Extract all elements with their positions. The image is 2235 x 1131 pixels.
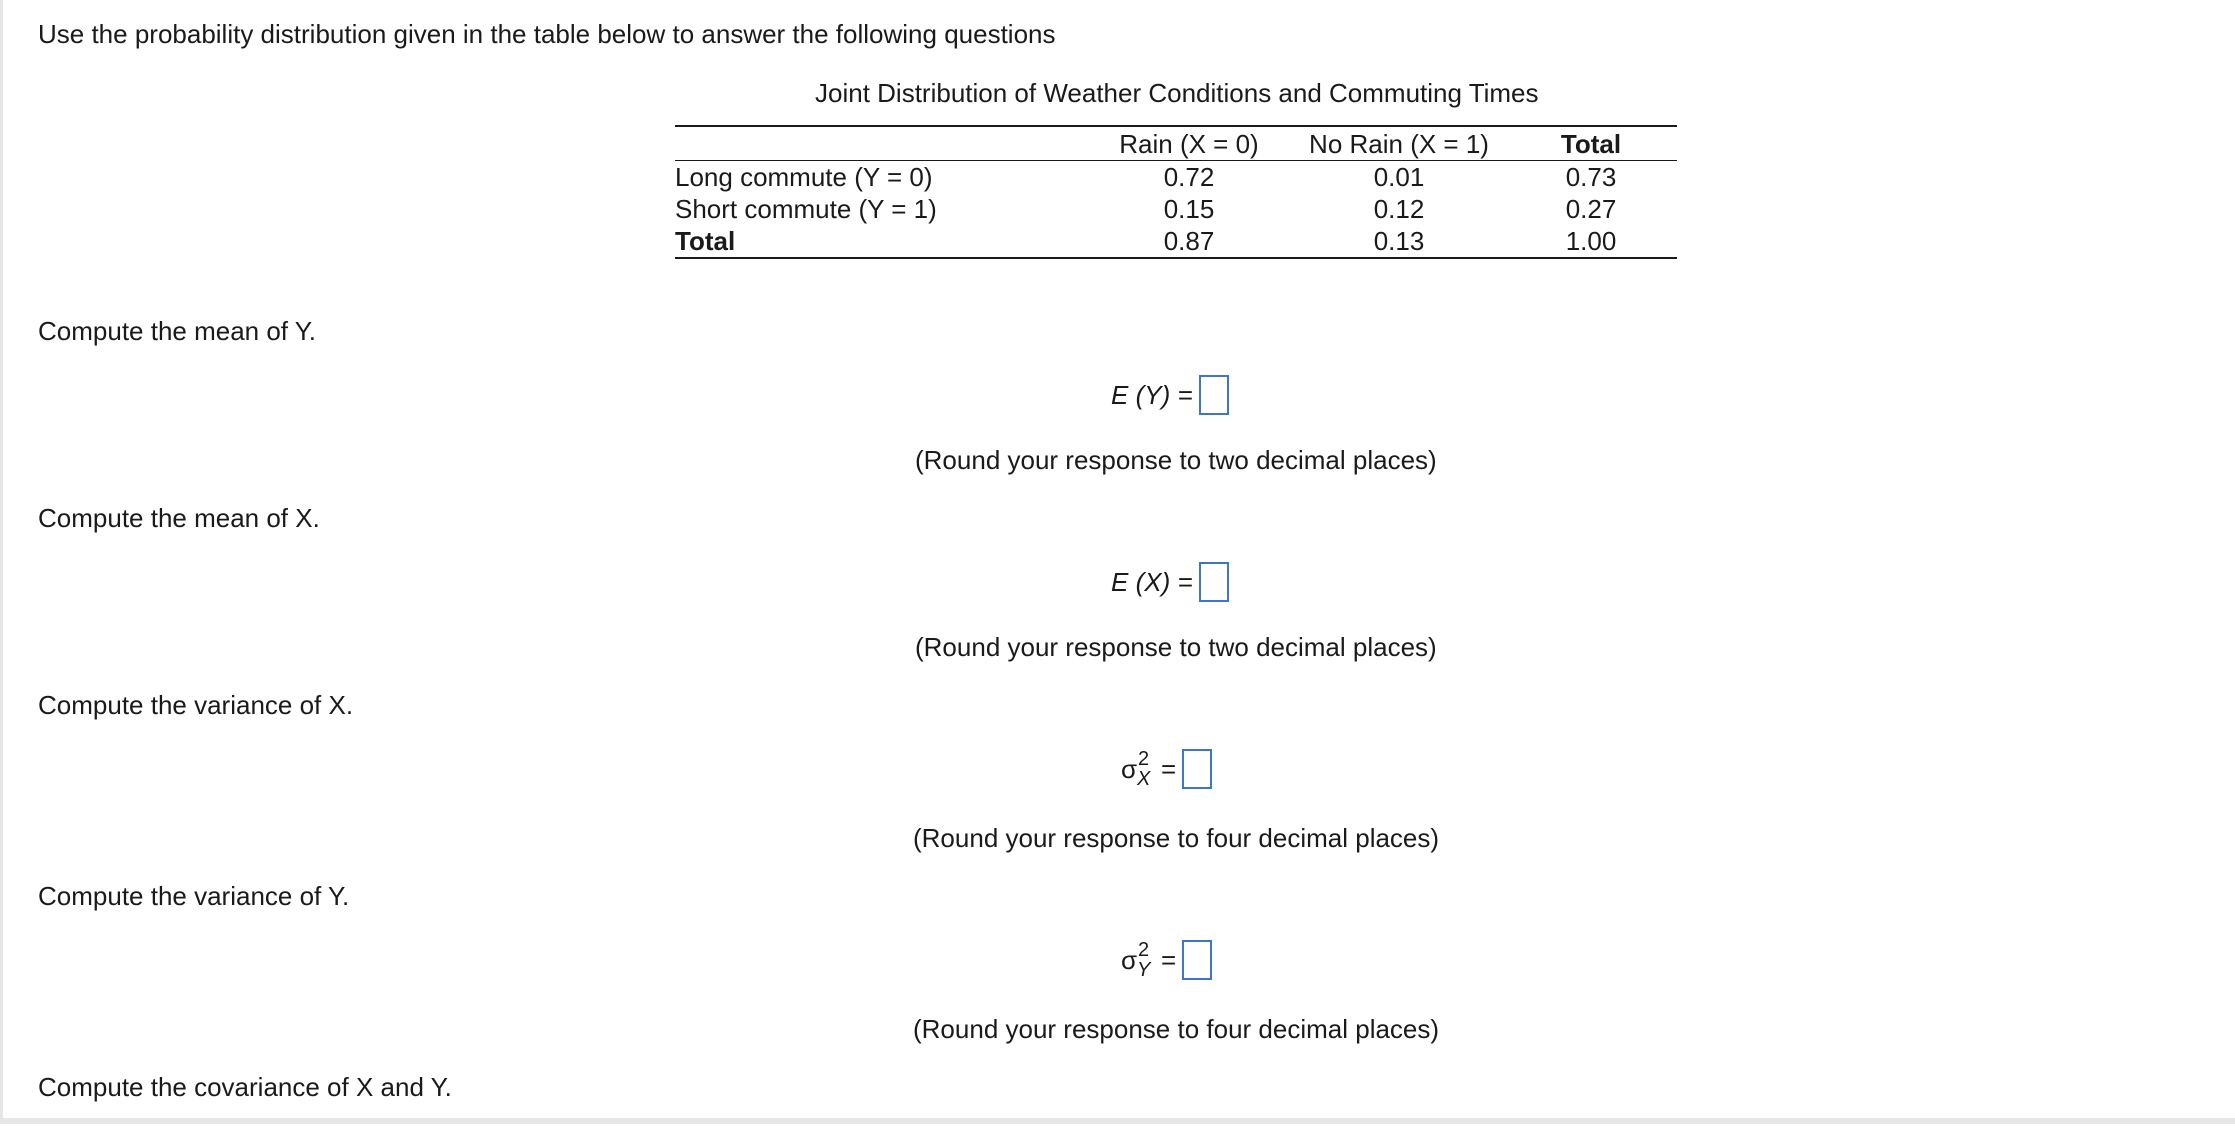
cell-total: 0.73: [1565, 162, 1617, 192]
joint-distribution-table: [675, 125, 1677, 259]
equation-mean-y: [1111, 375, 1229, 415]
superscript: 2: [1138, 939, 1150, 961]
answer-input-variance-y[interactable]: [1182, 940, 1212, 980]
header-total: Total: [1505, 126, 1677, 161]
equation-mean-x: [1111, 562, 1229, 602]
superscript: 2: [1138, 748, 1150, 770]
cell-no-rain: 0.13: [1293, 225, 1505, 258]
question-variance-y: Compute the variance of Y.: [38, 881, 350, 911]
table-title: Joint Distribution of Weather Conditions and Commuting Times: [815, 78, 1539, 108]
sigma-symbol: σ: [1121, 754, 1138, 784]
table-row-total: [675, 225, 1677, 258]
equation-lhs: E (Y) =: [1111, 380, 1193, 410]
cell-no-rain: 0.01: [1373, 162, 1425, 192]
header-no-rain: No Rain (X = 1): [1293, 126, 1505, 161]
equals-sign: =: [1161, 945, 1177, 975]
question-covariance: Compute the covariance of X and Y.: [38, 1072, 452, 1102]
row-label: Long commute (Y = 0): [675, 162, 933, 192]
table-row: [675, 193, 1677, 225]
subscript: X: [1137, 768, 1151, 790]
intro-text: Use the probability distribution given in the table below to answer the following questions: [38, 19, 1056, 49]
subscript: Y: [1137, 959, 1151, 981]
equation-lhs: E (X) =: [1111, 567, 1193, 597]
row-label: Short commute (Y = 1): [675, 194, 937, 224]
cell-rain: 0.72: [1163, 162, 1215, 192]
sigma-symbol: σ: [1121, 945, 1138, 975]
answer-input-mean-x[interactable]: [1199, 562, 1229, 602]
sigma-x-squared: [1121, 749, 1161, 789]
cell-rain: 0.15: [1163, 194, 1215, 224]
rounding-note: (Round your response to two decimal places): [915, 445, 1437, 475]
question-mean-y: Compute the mean of Y.: [38, 316, 317, 346]
cell-total: 1.00: [1505, 225, 1677, 258]
answer-input-mean-y[interactable]: [1199, 375, 1229, 415]
cell-rain: 0.87: [1085, 225, 1293, 258]
sigma-y-squared: [1121, 940, 1161, 980]
equation-variance-y: [1121, 940, 1212, 980]
rounding-note: (Round your response to four decimal places): [913, 1014, 1440, 1044]
question-mean-x: Compute the mean of X.: [38, 503, 320, 533]
answer-input-variance-x[interactable]: [1182, 749, 1212, 789]
row-label: Total: [675, 225, 1085, 258]
header-rain: Rain (X = 0): [1085, 126, 1293, 161]
cell-total: 0.27: [1565, 194, 1617, 224]
table-header-row: [675, 126, 1677, 161]
rounding-note: (Round your response to two decimal places): [915, 632, 1437, 662]
question-variance-x: Compute the variance of X.: [38, 690, 354, 720]
table-row: [675, 161, 1677, 194]
equals-sign: =: [1161, 754, 1177, 784]
equation-variance-x: [1121, 749, 1212, 789]
rounding-note: (Round your response to four decimal places): [913, 823, 1440, 853]
cell-no-rain: 0.12: [1373, 194, 1425, 224]
header-empty: [675, 126, 1085, 161]
